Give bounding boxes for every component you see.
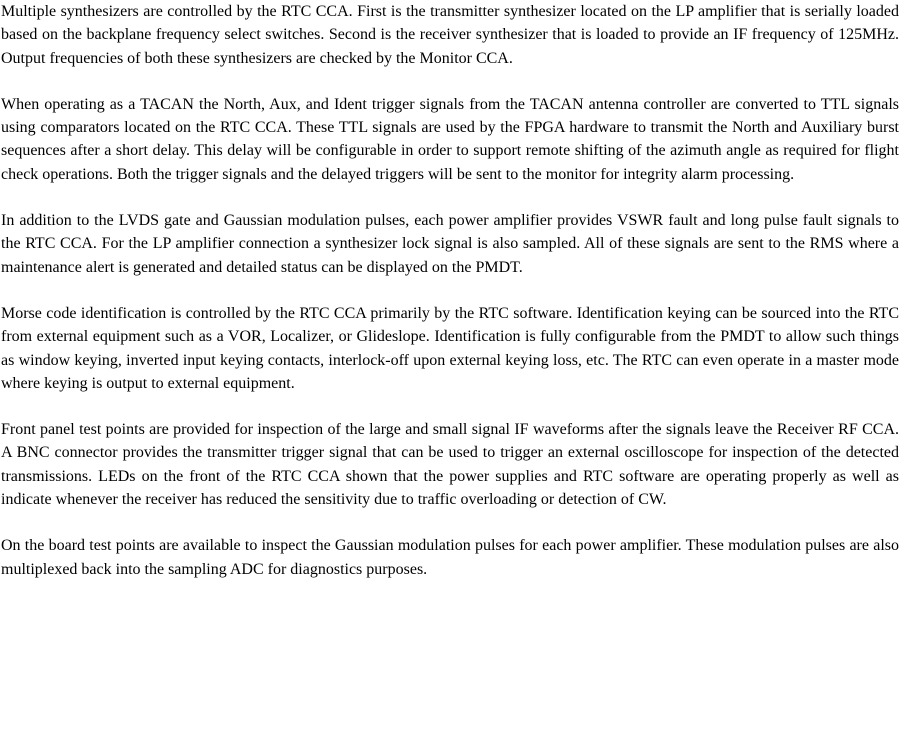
paragraph-board-test-points: On the board test points are available to inspect the Gaussian modulation pulses for each power amplifier. These modulation pulses are also multiplexed back into the sampling ADC for diagnostics purposes. [1, 537, 899, 578]
paragraph-amplifier-faults: In addition to the LVDS gate and Gaussian modulation pulses, each power amplifier provides VSWR fault and long pulse fault signals to the RTC CCA. For the LP amplifier connection a synthesizer lock signal is also sampled. All of these signals are sent to the RMS where a maintenance alert is generated and detailed status can be displayed on the PMDT. [1, 212, 899, 276]
paragraph-synthesizers: Multiple synthesizers are controlled by the RTC CCA. First is the transmitter synthesizer located on the LP amplifier that is serially loaded based on the backplane frequency select switches. Second is the receiver synthesizer that is loaded to provide an IF frequency of 125MHz. Output frequencies of both these synthesizers are checked by the Monitor CCA. [1, 3, 899, 67]
paragraph-tacan-triggers: When operating as a TACAN the North, Aux, and Ident trigger signals from the TACAN antenna controller are converted to TTL signals using comparators located on the RTC CCA. These TTL signals are used by the FPGA hardware to transmit the North and Auxiliary burst sequences after a short delay. This delay will be configurable in order to support remote shifting of the azimuth angle as required for flight check operations. Both the trigger signals and the delayed triggers will be sent to the monitor for integrity alarm processing. [1, 95, 899, 183]
paragraph-front-panel-test-points: Front panel test points are provided for inspection of the large and small signal IF waveforms after the signals leave the Receiver RF CCA. A BNC connector provides the transmitter trigger signal that can be used to trigger an external oscilloscope for inspection of the detected transmissions. LEDs on the front of the RTC CCA shown that the power supplies and RTC software are operating properly as well as indicate whenever the receiver has reduced the sensitivity due to traffic overloading or detection of CW. [1, 421, 899, 509]
paragraph-morse-identification: Morse code identification is controlled by the RTC CCA primarily by the RTC software. Identification keying can be sourced into the RTC from external equipment such as a VOR, Localizer, or Glideslope. Identification is fully configurable from the PMDT to allow such things as window keying, inverted input keying contacts, interlock-off upon external keying loss, etc. The RTC can even operate in a master mode where keying is output to external equipment. [1, 304, 899, 392]
